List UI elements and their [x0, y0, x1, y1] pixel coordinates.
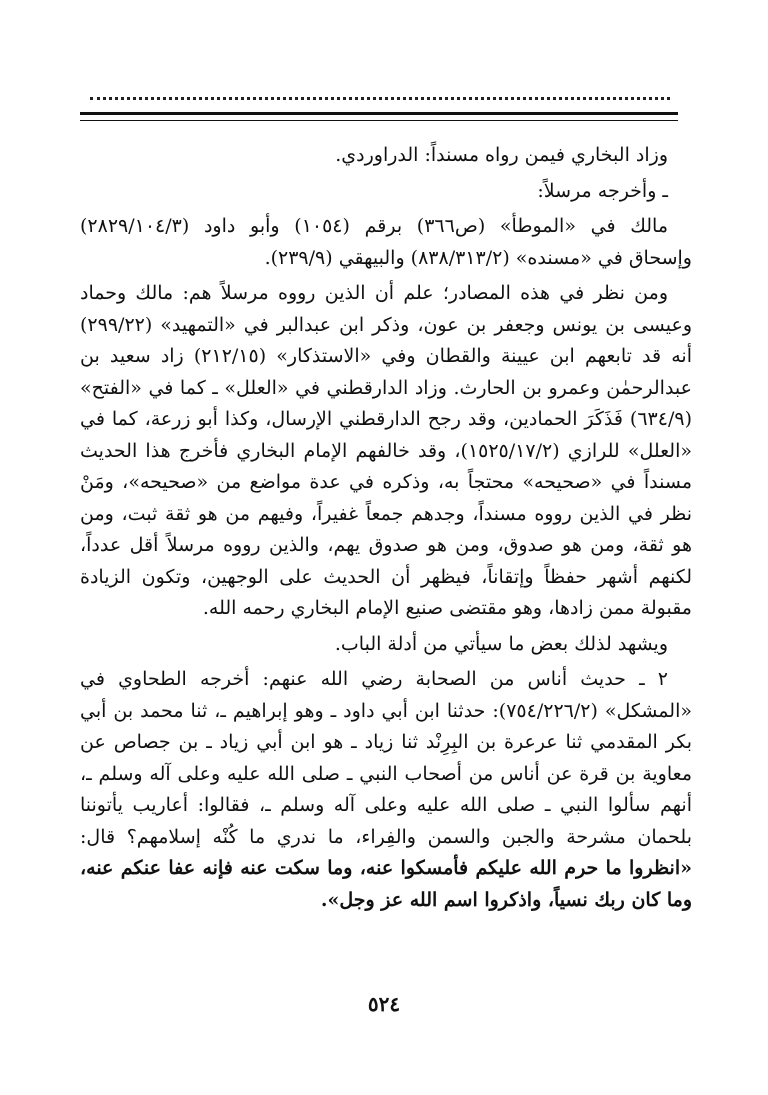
hadith-quote: «انظروا ما حرم الله عليكم فأمسكوا عنه، وما سكت عنه فإنه عفا عنكم عنه، وما كان ربك نسياً، واذكروا اسم الله عز وجل».	[80, 857, 692, 911]
paragraph-witness: ويشهد لذلك بعض ما سيأتي من أدلة الباب.	[334, 632, 668, 655]
paragraph-darawardi: وزاد البخاري فيمن رواه مسنداً: الدراوردي.	[335, 144, 668, 166]
paragraph-mursal-heading: ـ وأخرجه مرسلاً:	[537, 179, 668, 202]
dotted-separator	[90, 85, 670, 100]
page-body	[80, 140, 692, 920]
paragraph-mursal-sources: مالك في «الموطأ» (ص٣٦٦) برقم (١٠٥٤) وأبو داود (٢٨٢٩/١٠٤/٣) وإسحاق في «مسنده» (٨٣٨/٣١٣/٢) والبيهقي (٢٣٩/٩).	[80, 215, 692, 269]
header-rule-thin	[80, 120, 678, 121]
paragraph-analysis: ومن نظر في هذه المصادر؛ علم أن الذين رووه مرسلاً هم: مالك وحماد وعيسى بن يونس وجعفر بن عون، وذكر ابن عبدالبر في «التمهيد» (٢٩٩/٢٢) أنه قد تابعهم ابن عيينة والقطان وفي «الاستذكار» (٢١٢/١٥) زاد سعيد بن عبدالرحمٰن وعمرو بن الحارث. وزاد الدارقطني في «العلل» ـ كما في «الفتح» (٦٣٤/٩) فَذَكَرَ الحمادين، وقد رجح الدارقطني الإرسال، وكذا أبو زرعة، كما في «العلل» للرازي (١٥٢٥/١٧/٢)، وقد خالفهم الإمام البخاري فأخرج هذا الحديث مسنداً في «صحيحه» محتجاً به، وذكره في عدة مواضع من «صحيحه»، ومَنْ نظر في الذين رووه مسنداً، وجدهم جمعاً غفيراً، وفيهم من هو ثقة ثبت، ومن هو ثقة، ومن هو صدوق، ومن هو صدوق يهم، والذين رووه مرسلاً أقل عدداً، لكنهم أشهر حفظاً وإتقاناً، فيظهر أن الحديث على الوجهين، وتكون الزيادة مقبولة ممن زادها، وهو مقتضى صنيع الإمام البخاري رحمه الله.	[80, 282, 692, 619]
header-rule-thick	[80, 112, 678, 115]
paragraph-hadith-2	[80, 664, 692, 916]
hadith-2-text: ٢ ـ حديث أناس من الصحابة رضي الله عنهم: أخرجه الطحاوي في «المشكل» (٧٥٤/٢٢٦/٢): حدثنا ابن أبي داود ـ وهو إبراهيم ـ، ثنا محمد بن أبي بكر المقدمي ثنا عرعرة بن البِرِنْد ثنا زياد ـ هو ابن أبي زياد ـ بن جصاص عن معاوية بن قرة عن أناس من أصحاب النبي ـ صلى الله عليه وعلى آله وسلم ـ، أنهم سألوا النبي ـ صلى الله عليه وعلى آله وسلم ـ، فقالوا: أعاريب يأتوننا بلحمان مشرحة والجبن والسمن والفِراء، ما ندري ما كُنْه إسلامهم؟ قال:	[80, 668, 692, 848]
page-number: ٥٢٤	[367, 992, 401, 1016]
